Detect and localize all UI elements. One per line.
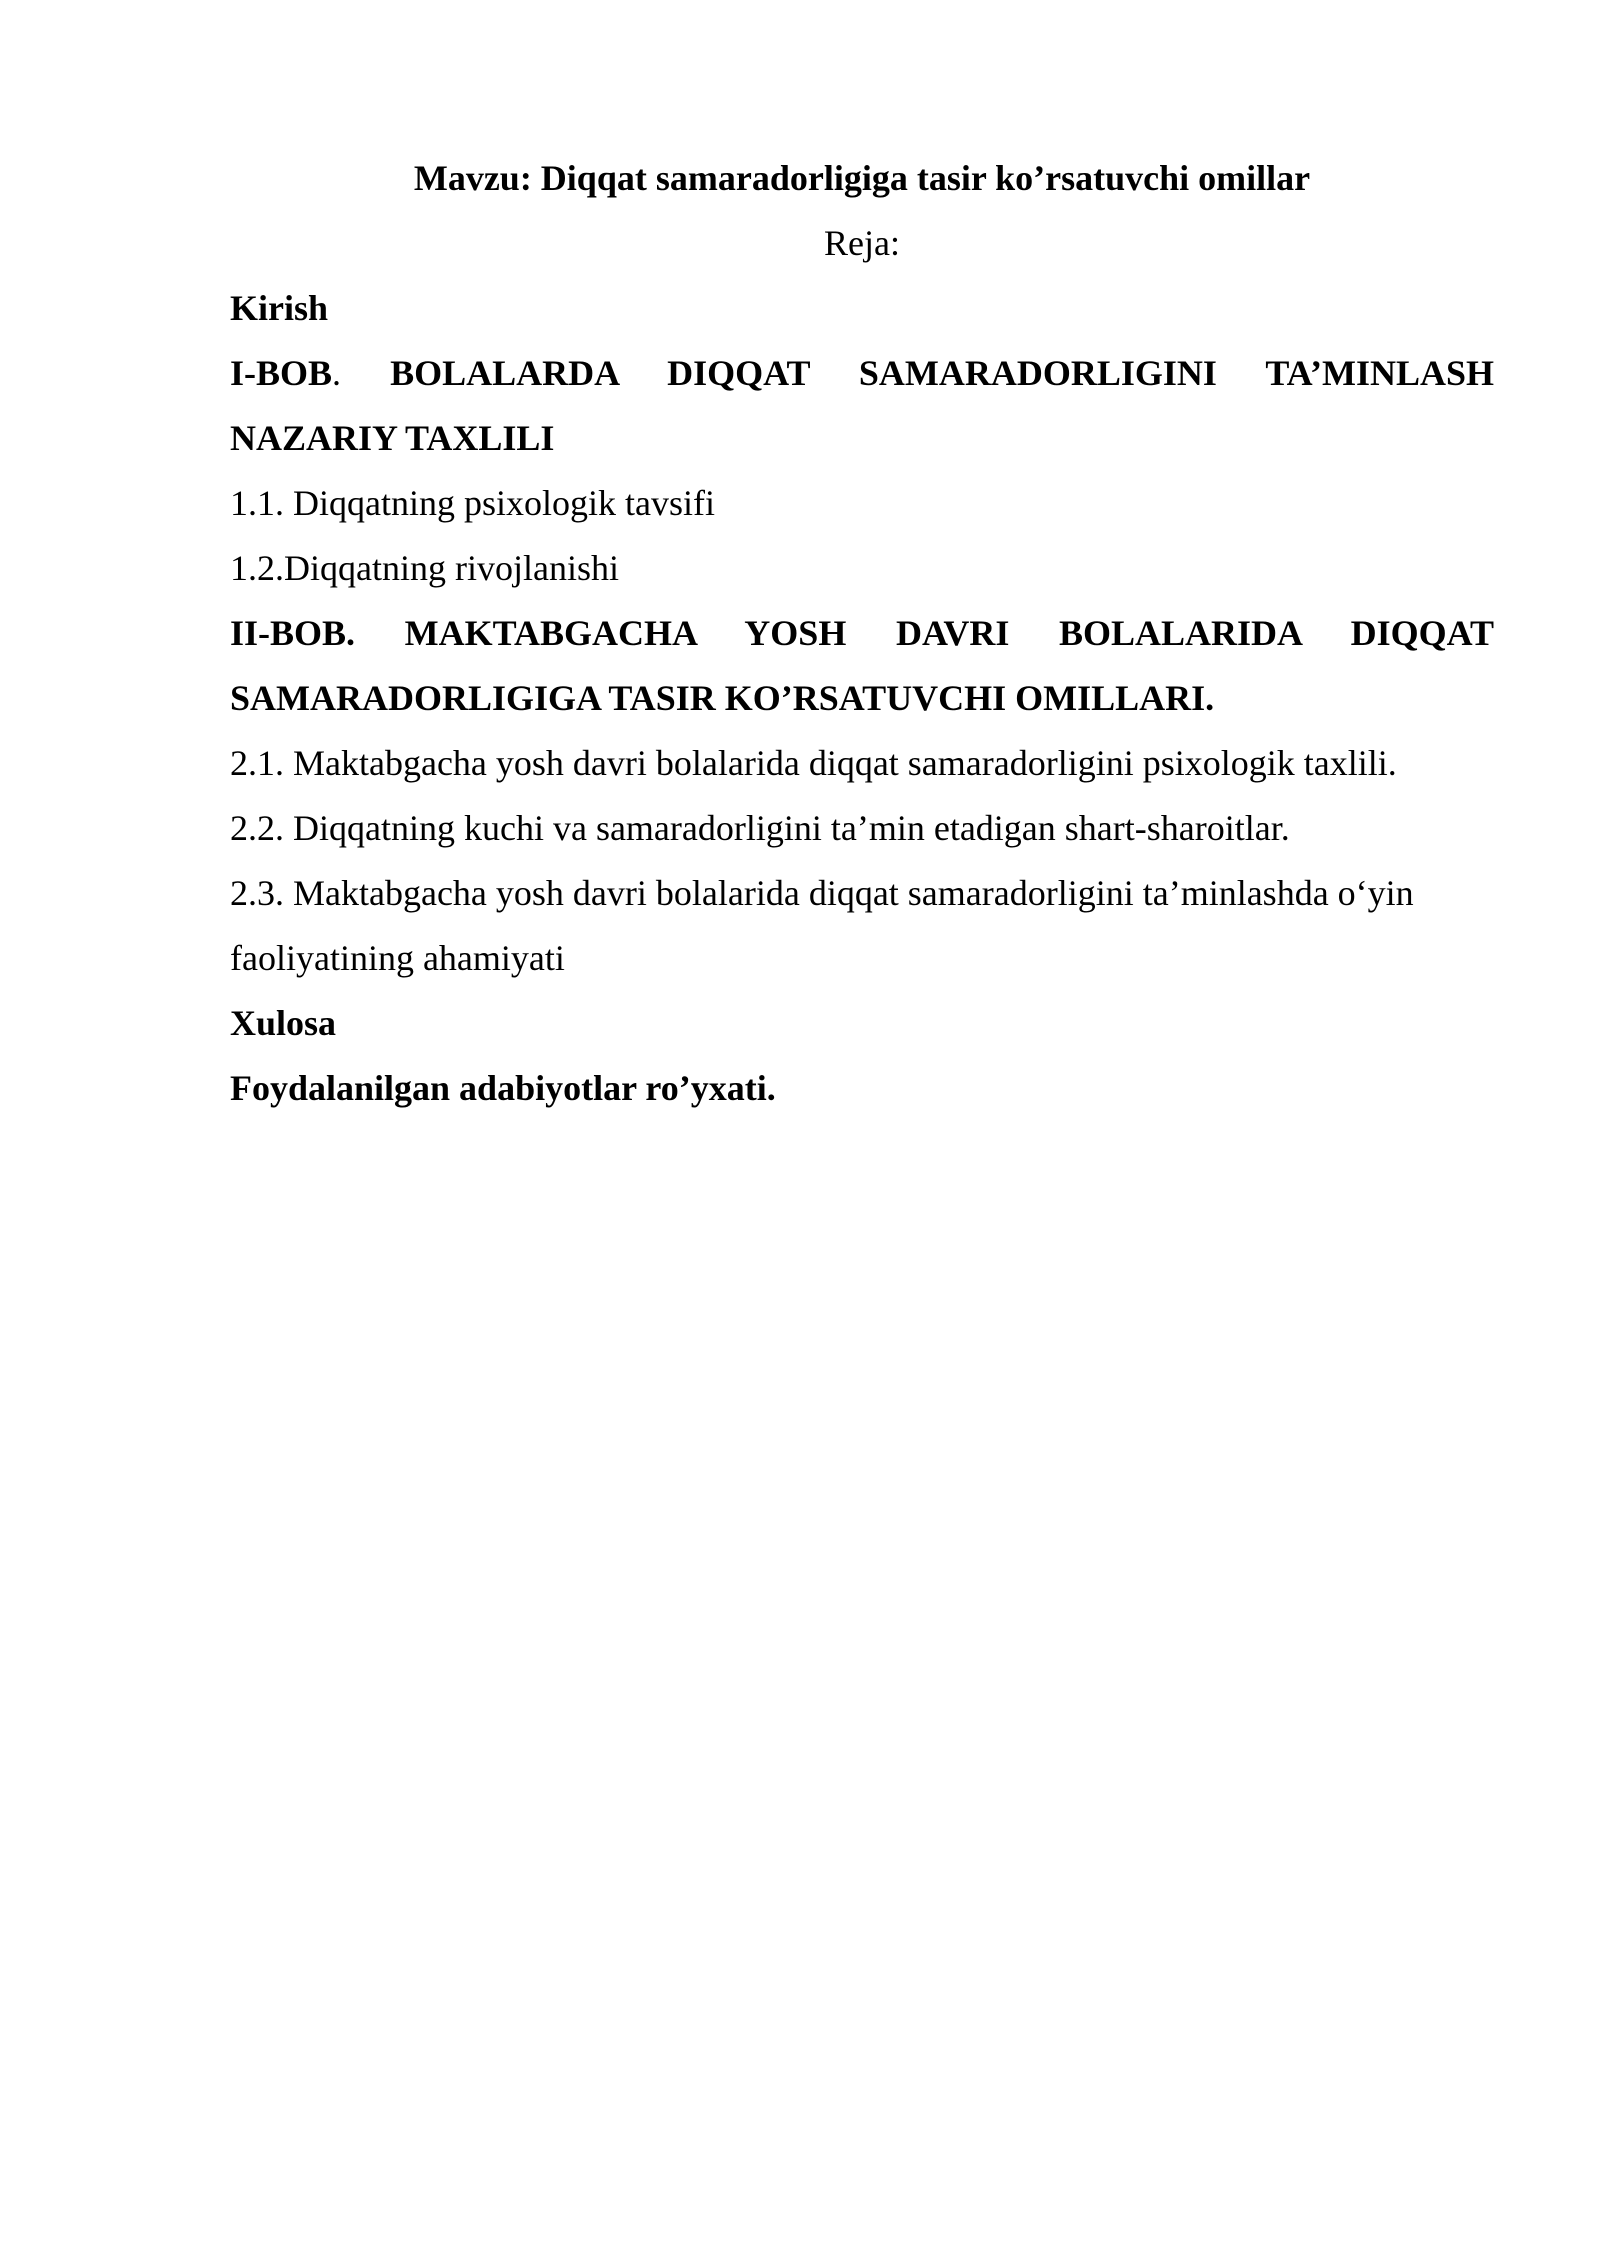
chapter-1-title: BOLALARDA DIQQAT SAMARADORLIGINI TA’MINLASH NAZARIY TAXLILI (230, 353, 1494, 458)
plan-heading: Reja: (824, 223, 900, 263)
references-heading: Foydalanilgan adabiyotlar ro’yxati. (230, 1068, 776, 1108)
chapter-2-heading: II-BOB. MAKTABGACHA YOSH DAVRI BOLALARIDA DIQQAT SAMARADORLIGIGA TASIR KO’RSATUVCHI OMILLARI. (230, 613, 1494, 718)
section-2-2-item: 2.2. Diqqatning kuchi va samaradorligini ta’min etadigan shart-sharoitlar. (230, 808, 1290, 848)
chapter-1-heading (230, 341, 1494, 471)
section-2-1-item: 2.1. Maktabgacha yosh davri bolalarida diqqat samaradorligini psixologik taxlili. (230, 743, 1397, 783)
conclusion-heading: Xulosa (230, 1003, 337, 1043)
section-1-1-item: 1.1. Diqqatning psixologik tavsifi (230, 483, 715, 523)
document-content (230, 146, 1494, 1121)
chapter-1-prefix: I-BOB (230, 353, 333, 393)
section-2-3-item: 2.3. Maktabgacha yosh davri bolalarida diqqat samaradorligini ta’minlashda o‘yin faoliyatining ahamiyati (230, 873, 1414, 978)
section-1-2-item: 1.2.Diqqatning rivojlanishi (230, 548, 619, 588)
chapter-1-dot: . (332, 353, 342, 393)
intro-heading: Kirish (230, 288, 329, 328)
document-title: Mavzu: Diqqat samaradorligiga tasir ko’rsatuvchi omillar (413, 158, 1311, 198)
